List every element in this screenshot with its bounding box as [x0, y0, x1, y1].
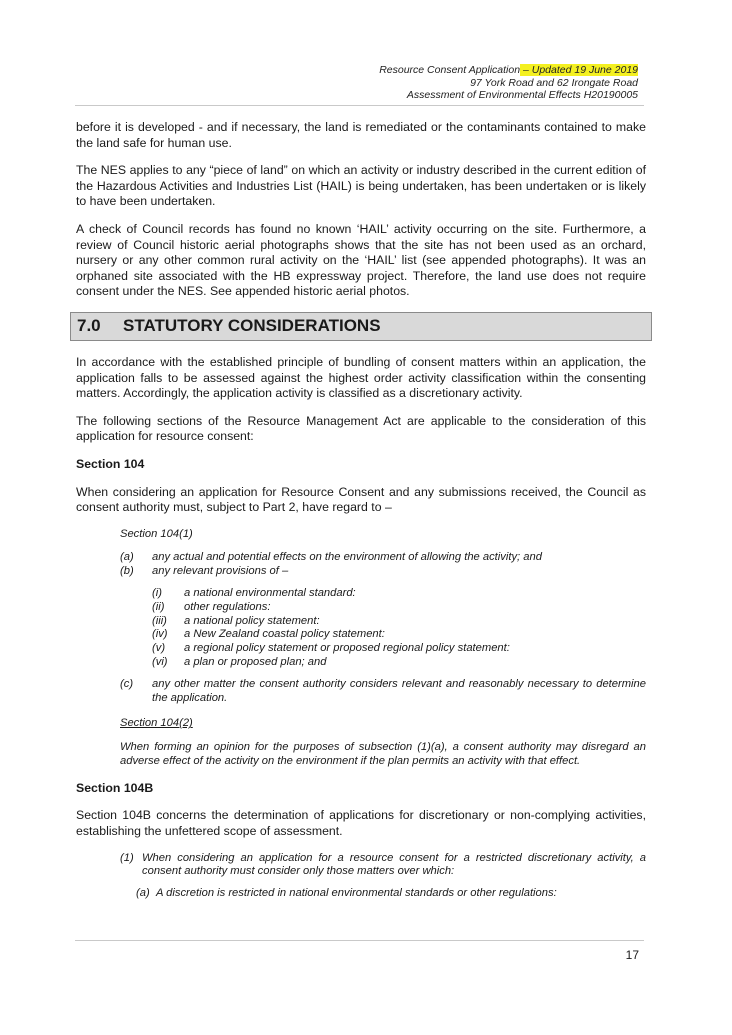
paragraph-hail-check: A check of Council records has found no known ‘HAIL’ activity occurring on the site. Furthermore, a review of Council historic aerial photographs shows that the site has not been used as an orchard, nursery or any other common rural activity on the ‘HAIL’ list (see appended photographs). It was an orphaned site associated with the HB expressway project. Therefore, the land use does not require consent under the NES. See appended historic aerial photos.	[76, 221, 646, 299]
paragraph-bundling: In accordance with the established principle of bundling of consent matters within an application, the application falls to be assessed against the highest order activity classification within the consenting matters. Accordingly, the application activity is classified as a discretionary activity.	[76, 354, 646, 401]
header-line-1	[379, 64, 638, 77]
header-update-highlight: – Updated 19 June 2019	[520, 64, 638, 76]
page-number: 17	[625, 948, 639, 962]
section-number: 7.0	[77, 315, 101, 335]
list-item: (ii) other regulations:	[152, 600, 271, 613]
list-item: (iv) a New Zealand coastal policy statement:	[152, 628, 385, 641]
page-body	[76, 120, 646, 901]
footer-rule	[75, 940, 644, 941]
list-item: (i) a national environmental standard:	[152, 587, 356, 600]
header-line-2: 97 York Road and 62 Irongate Road	[470, 76, 638, 89]
list-104-1-b	[152, 587, 646, 670]
list-item-104b-1: (1) When considering an application for a resource consent for a restricted discretionary activity, a consent authority must consider only those matters over which:	[120, 851, 646, 878]
list-item-c: (c) any other matter the consent authority considers relevant and reasonably necessary to determine the application.	[120, 677, 646, 704]
list-104-1	[120, 551, 646, 579]
section-title: STATUTORY CONSIDERATIONS	[123, 315, 381, 335]
running-header	[379, 64, 638, 102]
header-title: Resource Consent Application	[379, 64, 521, 76]
header-rule	[75, 105, 644, 106]
list-item: (vi) a plan or proposed plan; and	[152, 656, 327, 669]
heading-section-104: Section 104	[76, 456, 145, 471]
list-item: (b) any relevant provisions of –	[120, 565, 289, 578]
paragraph-104-intro: When considering an application for Resource Consent and any submissions received, the Council as consent authority must, subject to Part 2, have regard to –	[76, 484, 646, 515]
heading-section-104b: Section 104B	[76, 780, 154, 795]
section-heading-7	[70, 312, 652, 341]
quote-104-2: When forming an opinion for the purposes of subsection (1)(a), a consent authority may disregard an adverse effect of the activity on the environment if the plan permits an activity with that effect.	[120, 741, 646, 768]
label-section-104-1: Section 104(1)	[120, 527, 193, 540]
list-item-104b-1-a: (a) A discretion is restricted in national environmental standards or other regulations:	[136, 887, 557, 900]
header-line-3: Assessment of Environmental Effects H20190005	[406, 89, 638, 102]
paragraph-nes-applies: The NES applies to any “piece of land” on which an activity or industry described in the current edition of the Hazardous Activities and Industries List (HAIL) is being undertaken, has been undertaken or is likely to have been undertaken.	[76, 163, 646, 209]
list-item: (iii) a national policy statement:	[152, 614, 320, 627]
label-section-104-2: Section 104(2)	[120, 717, 193, 730]
list-item: (a) any actual and potential effects on the environment of allowing the activity; and	[120, 551, 542, 564]
list-item: (v) a regional policy statement or proposed regional policy statement:	[152, 642, 510, 655]
paragraph-rma-sections: The following sections of the Resource Management Act are applicable to the consideration of this application for resource consent:	[76, 413, 646, 444]
paragraph-contaminants: before it is developed - and if necessary, the land is remediated or the contaminants contained to make the land safe for human use.	[76, 120, 646, 150]
paragraph-104b-intro: Section 104B concerns the determination of applications for discretionary or non-complying activities, establishing the unfettered scope of assessment.	[76, 808, 646, 839]
